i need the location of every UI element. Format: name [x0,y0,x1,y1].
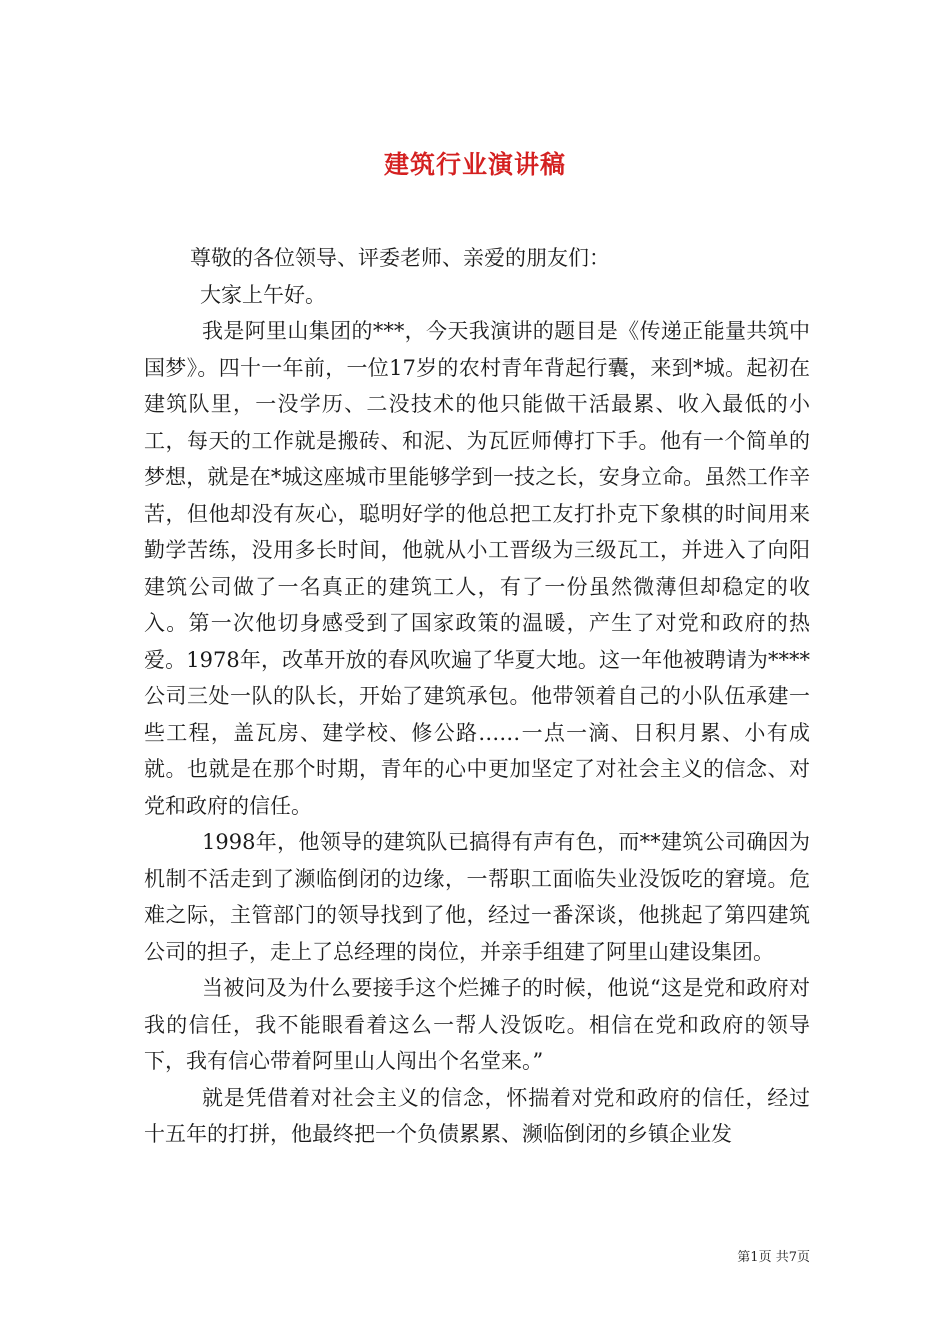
paragraph: 就是凭借着对社会主义的信念，怀揣着对党和政府的信任，经过十五年的打拼，他最终把一个负债累累、濒临倒闭的乡镇企业发 [144,1085,810,1146]
paragraph: 1998年，他领导的建筑队已搞得有声有色，而**建筑公司确因为机制不活走到了濒临倒闭的边缘，一帮职工面临失业没饭吃的窘境。危难之际，主管部门的领导找到了他，经过一番深谈，他挑起了第四建筑公司的担子，走上了总经理的岗位，并亲手组建了阿里山建设集团。 [144,830,810,964]
page-number [690,1246,810,1265]
page-current: 1 [750,1250,759,1265]
page-prefix: 第 [737,1250,751,1265]
page-total: 7 [788,1250,797,1265]
salutation: 尊敬的各位领导、评委老师、亲爱的朋友们： [190,246,610,270]
paragraph: 当被问及为什么要接手这个烂摊子的时候，他说“这是党和政府对我的信任，我不能眼看着这么一帮人没饭吃。相信在党和政府的领导下，我有信心带着阿里山人闯出个名堂来。” [144,976,810,1073]
page-suffix: 页 [796,1250,810,1265]
document-body [144,240,810,1153]
paragraph: 我是阿里山集团的***，今天我演讲的题目是《传递正能量共筑中国梦》。四十一年前，一位17岁的农村青年背起行囊，来到*城。起初在建筑队里，一没学历、二没技术的他只能做干活最累、收入最低的小工，每天的工作就是搬砖、和泥、为瓦匠师傅打下手。他有一个简单的梦想，就是在*城这座城市里能够学到一技之长，安身立命。虽然工作辛苦，但他却没有灰心，聪明好学的他总把工友打扑克下象棋的时间用来勤学苦练，没用多长时间，他就从小工晋级为三级瓦工，并进入了向阳建筑公司做了一名真正的建筑工人，有了一份虽然微薄但却稳定的收入。第一次他切身感受到了国家政策的温暖，产生了对党和政府的热爱。1978年，改革开放的春风吹遍了华夏大地。这一年他被聘请为****公司三处一队的队长，开始了建筑承包。他带领着自己的小队伍承建一些工程，盖瓦房、建学校、修公路……一点一滴、日积月累、小有成就。也就是在那个时期，青年的心中更加坚定了对社会主义的信念、对党和政府的信任。 [144,319,810,818]
page-middle: 页 共 [758,1250,789,1265]
document-title: 建筑行业演讲稿 [383,149,566,179]
greeting: 大家上午好。 [200,282,326,307]
